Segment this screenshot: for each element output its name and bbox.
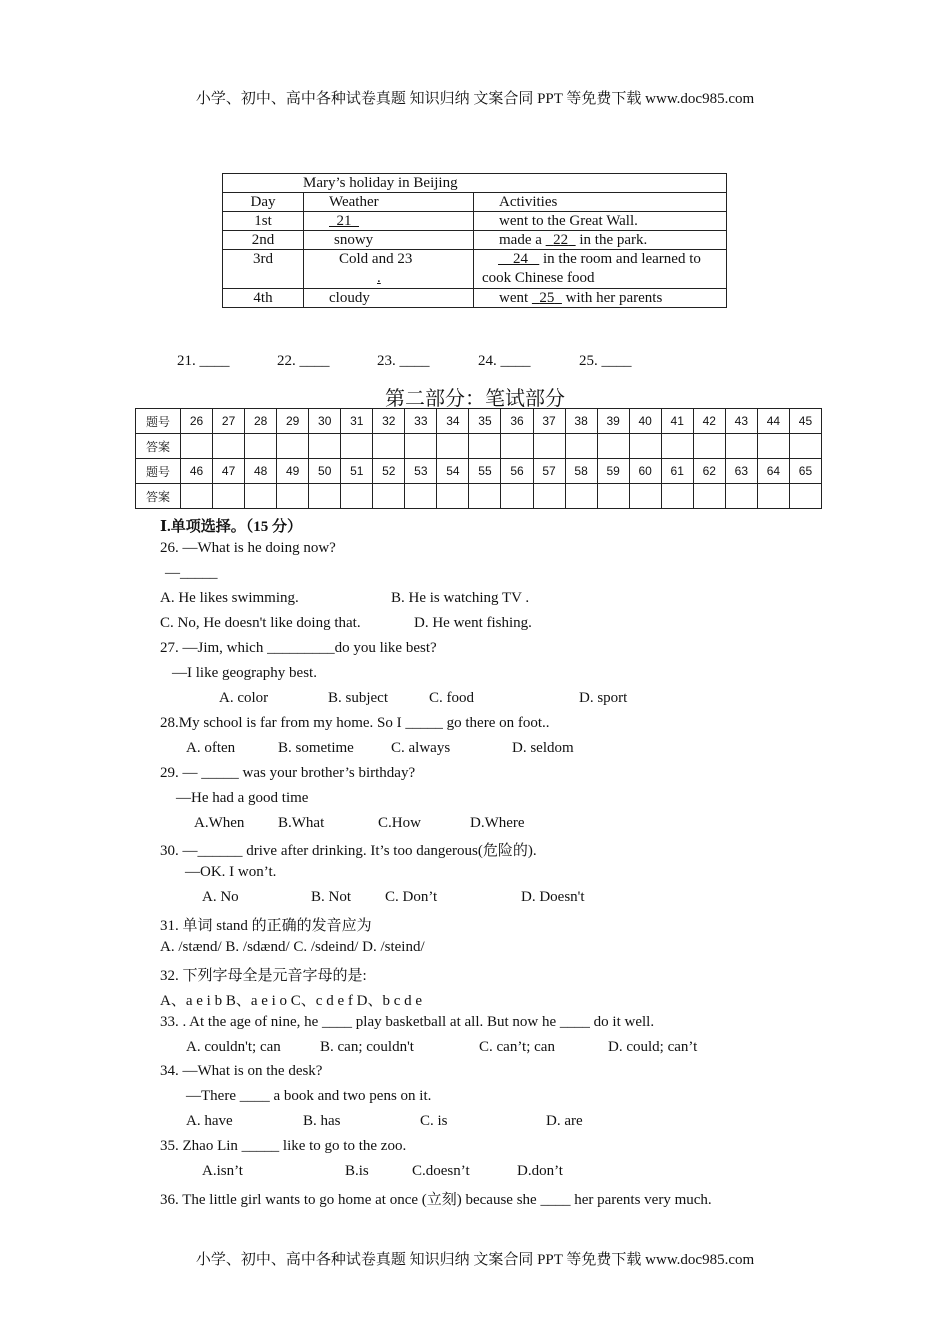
answer-cell[interactable] [533, 484, 565, 509]
answer-cell[interactable] [469, 484, 501, 509]
question-number-cell: 33 [405, 409, 437, 434]
answer-cell[interactable] [341, 434, 373, 459]
question-number-cell: 62 [693, 459, 725, 484]
answer-cell[interactable] [757, 434, 789, 459]
option-b: B. has [303, 1113, 341, 1129]
blank-22: 22 [553, 232, 569, 248]
question-number-cell: 47 [213, 459, 245, 484]
answer-cell[interactable] [501, 484, 533, 509]
answer-cell[interactable] [789, 434, 821, 459]
dialog-line: —There ____ a book and two pens on it. [186, 1088, 432, 1104]
label-question-no: 题号 [136, 459, 181, 484]
question-number-cell: 51 [341, 459, 373, 484]
option-a: A. couldn't; can [186, 1039, 281, 1055]
question-number-cell: 48 [245, 459, 277, 484]
option-d: D. could; can’t [608, 1039, 698, 1055]
option-c: C. can’t; can [479, 1039, 555, 1055]
blank-24: 24 [513, 251, 528, 267]
question-number-cell: 56 [501, 459, 533, 484]
answer-cell[interactable] [373, 484, 405, 509]
table-row [223, 231, 727, 250]
answer-cell[interactable] [789, 484, 821, 509]
option-d: D.Where [470, 815, 525, 831]
dialog-line: —He had a good time [176, 790, 309, 806]
option-a: A. often [186, 740, 236, 756]
question-number-cell: 46 [181, 459, 213, 484]
answer-cell[interactable] [661, 434, 693, 459]
question-36: 36. The little girl wants to go home at once (立刻) because she ____ her parents very much. [160, 1192, 712, 1208]
question-number-cell: 31 [341, 409, 373, 434]
answer-cell[interactable] [693, 484, 725, 509]
col-activities: Activities [474, 193, 727, 212]
answer-cell[interactable] [565, 434, 597, 459]
question-number-cell: 27 [213, 409, 245, 434]
blank-21: 21 [336, 213, 352, 229]
question-number-cell: 40 [629, 409, 661, 434]
label-answer: 答案 [136, 484, 181, 509]
answer-cell[interactable] [213, 484, 245, 509]
answer-cell[interactable] [309, 434, 341, 459]
answer-cell[interactable] [277, 434, 309, 459]
page-header: 小学、初中、高中各种试卷真题 知识归纳 文案合同 PPT 等免费下载 www.doc985.com [195, 91, 755, 107]
question-number-cell: 26 [181, 409, 213, 434]
option-c: C. always [391, 740, 451, 756]
option-c: C.doesn’t [412, 1163, 470, 1179]
answer-cell[interactable] [757, 484, 789, 509]
answer-cell[interactable] [309, 484, 341, 509]
activity-cell: went to the Great Wall. [474, 212, 727, 231]
question-number-cell: 41 [661, 409, 693, 434]
question-number-cell: 44 [757, 409, 789, 434]
blank-25: 25 [539, 290, 555, 306]
question-number-cell: 63 [725, 459, 757, 484]
option-b: B. He is watching TV . [391, 590, 530, 606]
option-c: C. Don’t [385, 889, 438, 905]
question-26: 26. —What is he doing now? [160, 540, 336, 556]
holiday-table-title: Mary’s holiday in Beijing [223, 174, 727, 193]
day-cell: 1st [223, 212, 304, 231]
answer-cell[interactable] [693, 434, 725, 459]
weather-cell [304, 212, 474, 231]
answer-cell[interactable] [629, 484, 661, 509]
question-number-cell: 54 [437, 459, 469, 484]
activity-cell: went 25 with her parents [474, 289, 727, 308]
answer-sheet [135, 408, 822, 509]
activity-cell: 24 in the room and learned to cook Chinese food [474, 250, 727, 289]
option-b: B. can; couldn't [320, 1039, 414, 1055]
question-number-cell: 52 [373, 459, 405, 484]
weather-cell: snowy [304, 231, 474, 250]
day-cell: 3rd [223, 250, 304, 289]
question-number-cell: 29 [277, 409, 309, 434]
answer-blank-22[interactable]: 22. ____ [277, 353, 330, 369]
question-27: 27. —Jim, which _________do you like best? [160, 640, 437, 656]
col-weather: Weather [304, 193, 474, 212]
label-question-no: 题号 [136, 409, 181, 434]
dialog-line: —OK. I won’t. [185, 864, 277, 880]
answer-cell[interactable] [181, 484, 213, 509]
question-number-cell: 35 [469, 409, 501, 434]
option-a: A. have [186, 1113, 233, 1129]
option-b: B. subject [328, 690, 388, 706]
option-c: C.How [378, 815, 421, 831]
answer-cell[interactable] [245, 484, 277, 509]
answer-cell[interactable] [405, 484, 437, 509]
dialog-line: —I like geography best. [172, 665, 317, 681]
answer-cell[interactable] [341, 484, 373, 509]
question-number-cell: 39 [597, 409, 629, 434]
answer-blank-23[interactable]: 23. ____ [377, 353, 430, 369]
table-row [223, 250, 727, 289]
day-cell: 2nd [223, 231, 304, 250]
question-35: 35. Zhao Lin _____ like to go to the zoo. [160, 1138, 407, 1154]
page-footer: 小学、初中、高中各种试卷真题 知识归纳 文案合同 PPT 等免费下载 www.doc985.com [195, 1252, 755, 1268]
question-30: 30. —______ drive after drinking. It’s too dangerous(危险的). [160, 843, 537, 859]
label-answer: 答案 [136, 434, 181, 459]
option-a: A.isn’t [202, 1163, 243, 1179]
question-number-cell: 64 [757, 459, 789, 484]
option-a: A.When [194, 815, 245, 831]
question-number-cell: 38 [565, 409, 597, 434]
answer-cell[interactable] [181, 434, 213, 459]
answer-cell[interactable] [405, 434, 437, 459]
table-row [223, 289, 727, 308]
option-c: C. is [420, 1113, 448, 1129]
option-a: A. He likes swimming. [160, 590, 299, 606]
day-cell: 4th [223, 289, 304, 308]
weather-cell: cloudy [304, 289, 474, 308]
options-32: A、a e i b B、a e i o C、c d e f D、b c d e [160, 993, 423, 1009]
option-b: B. Not [311, 889, 352, 905]
question-number-cell: 43 [725, 409, 757, 434]
option-d: D. seldom [512, 740, 574, 756]
question-number-cell: 65 [789, 459, 821, 484]
answer-cell[interactable] [725, 484, 757, 509]
answer-blank-24[interactable]: 24. ____ [478, 353, 531, 369]
question-number-cell: 45 [789, 409, 821, 434]
question-number-cell: 57 [533, 459, 565, 484]
question-number-cell: 58 [565, 459, 597, 484]
question-number-cell: 60 [629, 459, 661, 484]
weather-text-23: Cold and 23 [339, 251, 413, 267]
answer-cell[interactable] [437, 434, 469, 459]
option-b: B. sometime [278, 740, 354, 756]
question-number-cell: 55 [469, 459, 501, 484]
question-34: 34. —What is on the desk? [160, 1063, 323, 1079]
option-a: A. No [202, 889, 239, 905]
table-row [223, 212, 727, 231]
options-31: A. /stænd/ B. /sdænd/ C. /sdeind/ D. /steind/ [160, 939, 425, 955]
question-number-cell: 32 [373, 409, 405, 434]
answer-cell[interactable] [469, 434, 501, 459]
answer-cell[interactable] [373, 434, 405, 459]
answer-cell[interactable] [565, 484, 597, 509]
option-c: C. No, He doesn't like doing that. [160, 615, 361, 631]
part1-title: Ⅰ.单项选择。（15 分） [160, 519, 303, 535]
activity-cell: made a 22 in the park. [474, 231, 727, 250]
answer-cell[interactable] [437, 484, 469, 509]
option-c: C. food [429, 690, 474, 706]
question-number-cell: 61 [661, 459, 693, 484]
answer-cell[interactable] [277, 484, 309, 509]
answer-cell[interactable] [533, 434, 565, 459]
answer-blank-25[interactable]: 25. ____ [579, 353, 632, 369]
option-d: D. Doesn't [521, 889, 585, 905]
option-b: B.What [278, 815, 325, 831]
option-d: D. are [546, 1113, 583, 1129]
question-number-cell: 28 [245, 409, 277, 434]
weather-cell: Cold and 23 . [304, 250, 474, 289]
option-b: B.is [345, 1163, 369, 1179]
answer-cell[interactable] [597, 434, 629, 459]
answer-cell[interactable] [245, 434, 277, 459]
question-number-cell: 30 [309, 409, 341, 434]
answer-cell[interactable] [725, 434, 757, 459]
question-number-cell: 36 [501, 409, 533, 434]
answer-line: —_____ [165, 565, 218, 581]
answer-blank-21[interactable]: 21. ____ [177, 353, 230, 369]
question-32: 32. 下列字母全是元音字母的是: [160, 968, 367, 984]
question-28: 28.My school is far from my home. So I _____ go there on foot.. [160, 715, 550, 731]
option-d: D. sport [579, 690, 628, 706]
answer-cell[interactable] [661, 484, 693, 509]
holiday-table [222, 173, 727, 308]
answer-cell[interactable] [501, 434, 533, 459]
answer-cell[interactable] [597, 484, 629, 509]
question-33: 33. . At the age of nine, he ____ play basketball at all. But now he ____ do it well. [160, 1014, 655, 1030]
option-d: D. He went fishing. [414, 615, 532, 631]
question-number-cell: 49 [277, 459, 309, 484]
question-number-cell: 50 [309, 459, 341, 484]
option-d: D.don’t [517, 1163, 563, 1179]
option-a: A. color [219, 690, 269, 706]
section-title: 第二部分：笔试部分 [385, 386, 565, 410]
question-number-cell: 37 [533, 409, 565, 434]
question-number-cell: 34 [437, 409, 469, 434]
question-31: 31. 单词 stand 的正确的发音应为 [160, 918, 372, 934]
col-day: Day [223, 193, 304, 212]
question-29: 29. — _____ was your brother’s birthday? [160, 765, 416, 781]
question-number-cell: 42 [693, 409, 725, 434]
answer-cell[interactable] [629, 434, 661, 459]
question-number-cell: 53 [405, 459, 437, 484]
question-number-cell: 59 [597, 459, 629, 484]
answer-cell[interactable] [213, 434, 245, 459]
